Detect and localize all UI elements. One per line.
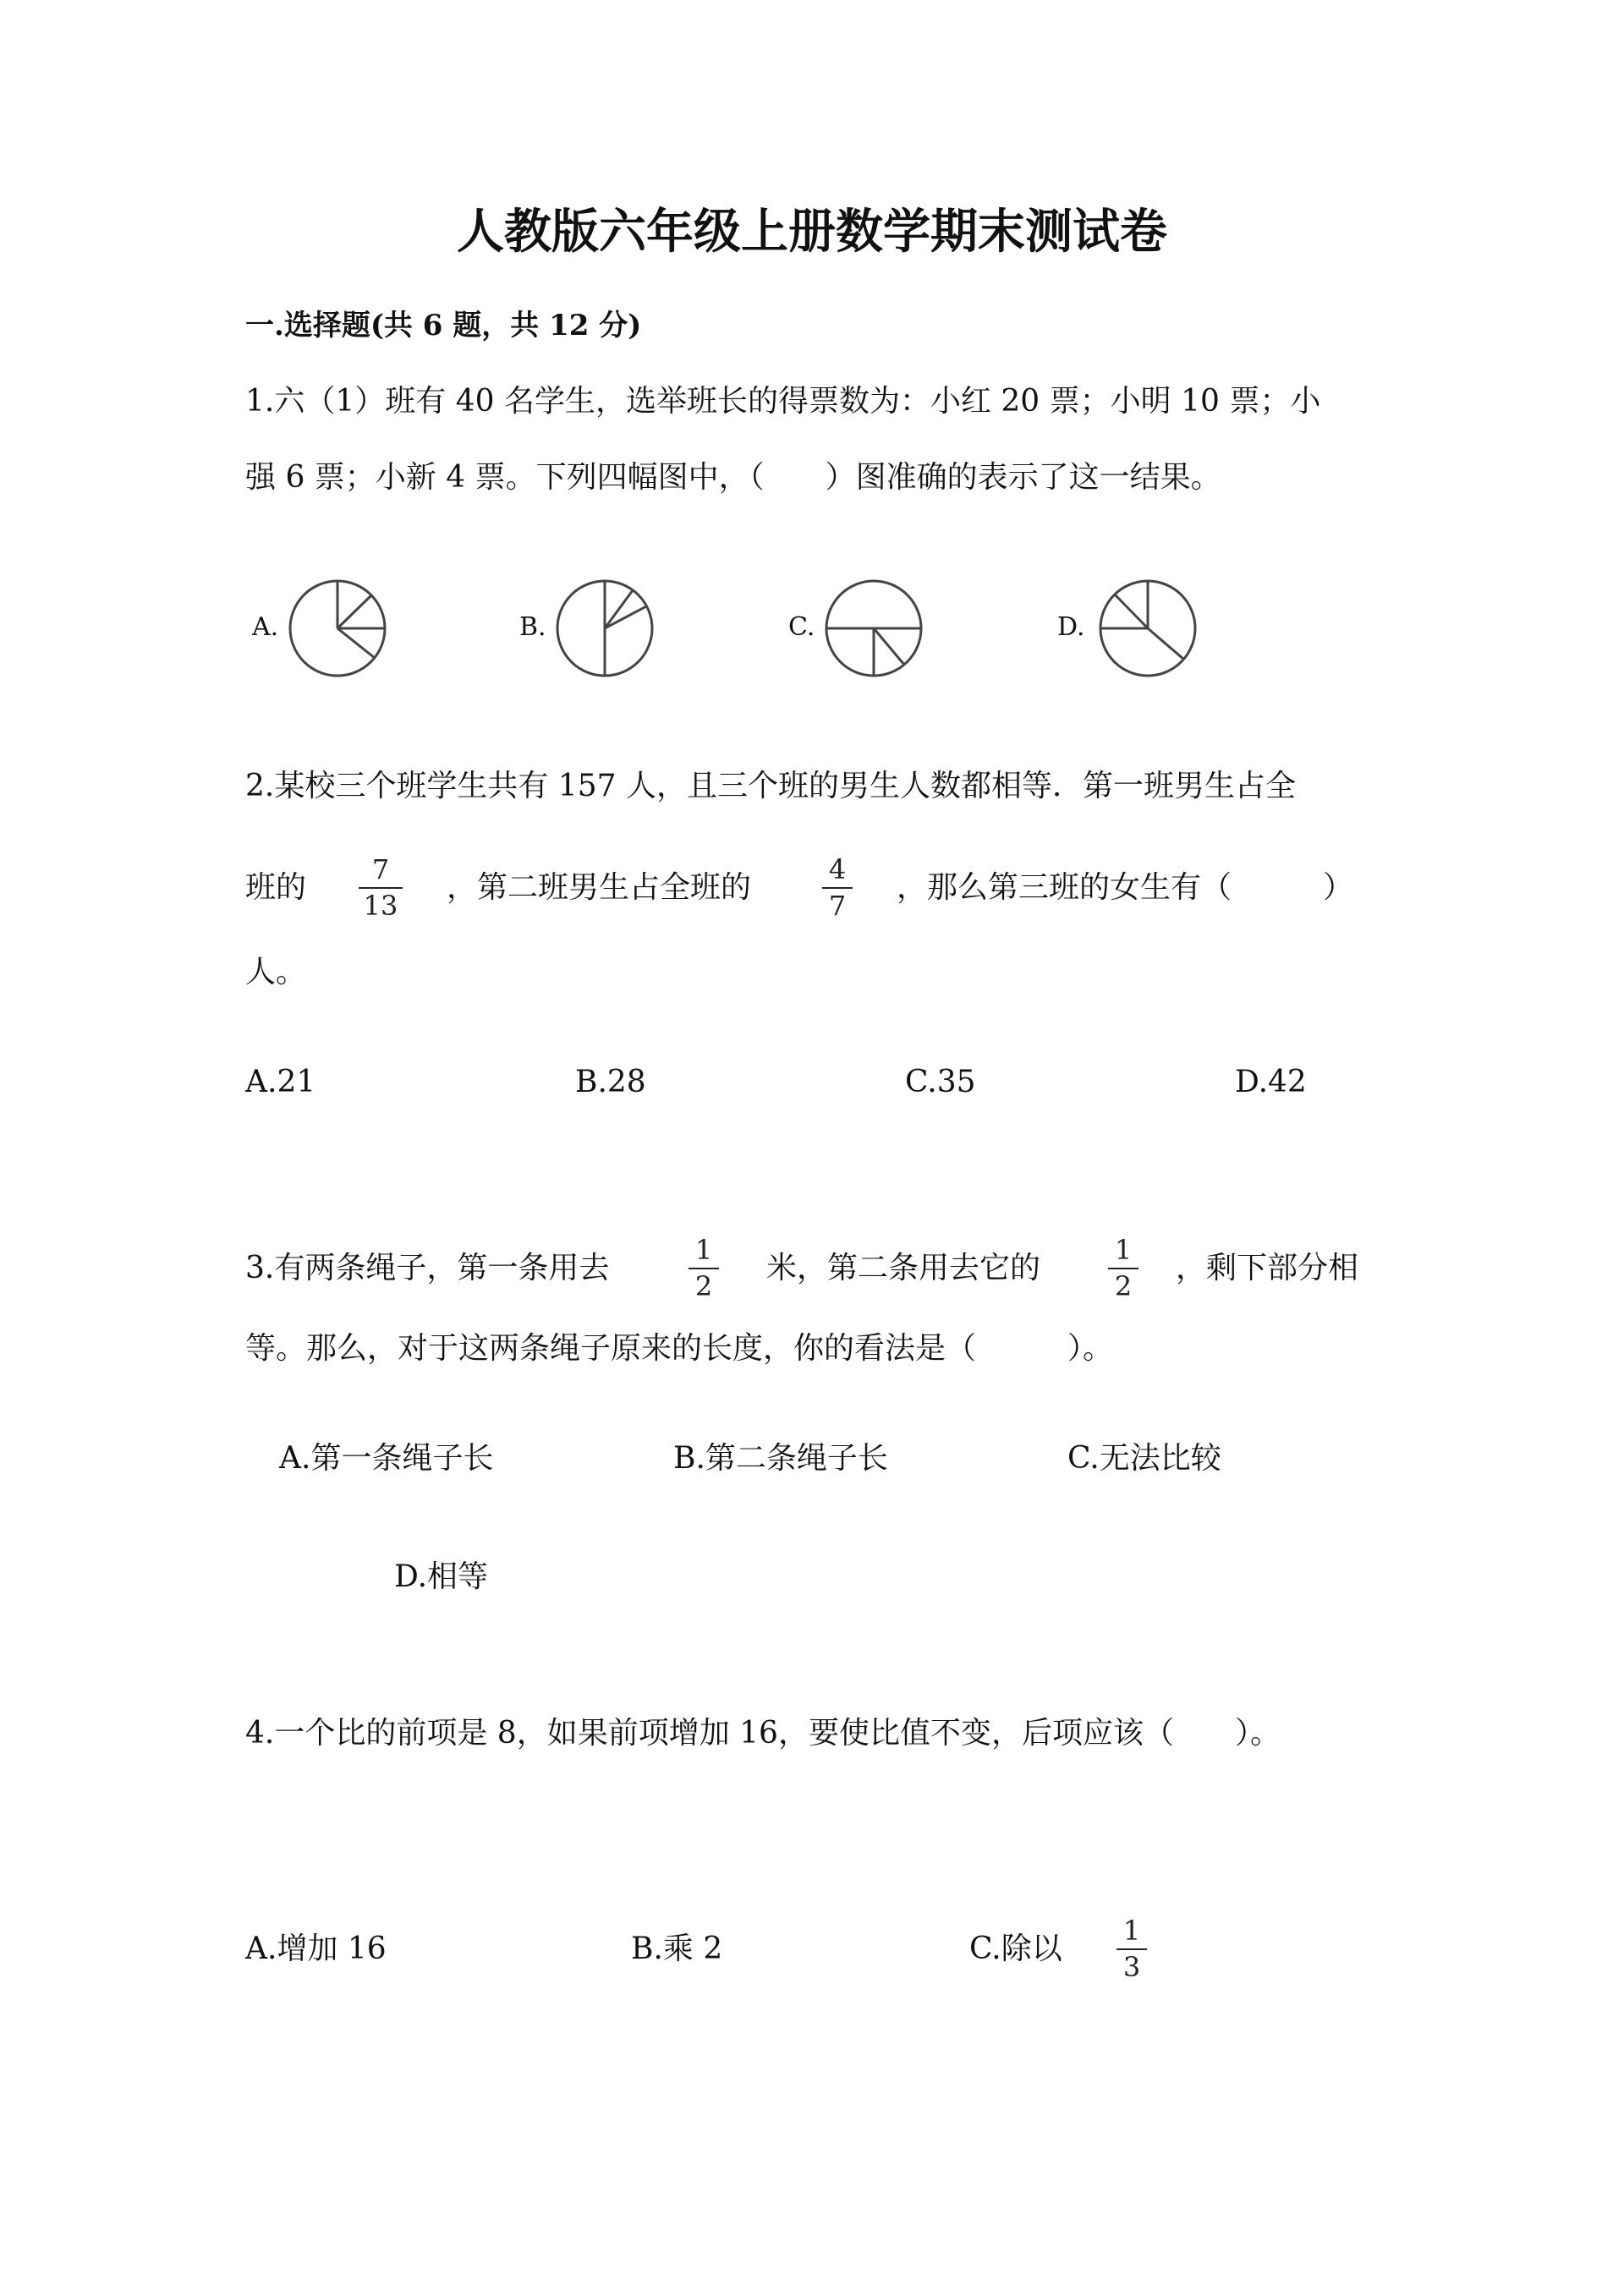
pie-chart-option-d-icon[interactable] (1096, 577, 1199, 680)
q3-fraction-1-denominator: 2 (694, 1270, 713, 1302)
q3-seg-3: ，剩下部分相 (1176, 1251, 1359, 1285)
q2-seg-2: ，第二班男生占全班的 (447, 870, 752, 905)
fraction-bar (359, 887, 403, 889)
q4-option-c-fraction-numerator: 1 (1122, 1915, 1141, 1947)
q2-seg-1: 班的 (245, 870, 307, 905)
q2-line-3: 人。 (245, 955, 307, 989)
q3-line-2: 等。那么，对于这两条绳子原来的长度，你的看法是（ ）。 (245, 1331, 1114, 1366)
q2-fraction-1-denominator: 13 (363, 890, 398, 922)
fraction-bar (1116, 1948, 1147, 1950)
q3-fraction-2-denominator: 2 (1114, 1270, 1133, 1302)
q4-option-a[interactable]: A.增加 16 (245, 1932, 387, 1966)
q3-option-b[interactable]: B.第二条绳子长 (673, 1441, 888, 1476)
q3-option-a[interactable]: A.第一条绳子长 (279, 1441, 494, 1476)
q2-fraction-2-numerator: 4 (828, 853, 847, 885)
q2-fraction-1-numerator: 7 (371, 853, 390, 885)
pie-chart-option-c-icon[interactable] (822, 577, 925, 680)
page-title: 人教版六年级上册数学期末测试卷 (457, 204, 1167, 260)
q1-line-1: 1.六（1）班有 40 名学生，选举班长的得票数为：小红 20 票；小明 10 票；小 (245, 384, 1321, 419)
q2-fraction-2-denominator: 7 (828, 890, 847, 922)
q3-fraction-2-numerator: 1 (1114, 1234, 1133, 1266)
q3-fraction-1-numerator: 1 (694, 1234, 713, 1266)
q1-option-c-label[interactable]: C. (788, 612, 815, 642)
q1-option-b-label[interactable]: B. (519, 612, 546, 642)
q4-option-b[interactable]: B.乘 2 (631, 1932, 723, 1966)
fraction-bar (1108, 1268, 1138, 1269)
q2-seg-3: ，那么第三班的女生有（ ） (897, 870, 1354, 905)
q1-option-a-label[interactable]: A. (252, 612, 279, 642)
pie-chart-option-b-icon[interactable] (553, 577, 656, 680)
q3-seg-1: 3.有两条绳子，第一条用去 (245, 1251, 610, 1285)
q2-option-d[interactable]: D.42 (1235, 1065, 1307, 1099)
q2-option-b[interactable]: B.28 (575, 1065, 646, 1099)
fraction-bar (822, 887, 853, 889)
q2-fraction-2 (822, 854, 853, 921)
q4-line-1: 4.一个比的前项是 8，如果前项增加 16，要使比值不变，后项应该（ ）。 (245, 1716, 1281, 1751)
q2-option-a[interactable]: A.21 (245, 1065, 316, 1099)
q3-option-c[interactable]: C.无法比较 (1067, 1441, 1221, 1476)
q4-option-c-fraction (1116, 1915, 1147, 1982)
q2-fraction-1 (359, 854, 403, 921)
pie-chart-option-a-icon[interactable] (286, 577, 389, 680)
q3-fraction-2 (1108, 1235, 1138, 1301)
q1-line-2: 强 6 票；小新 4 票。下列四幅图中，（ ）图准确的表示了这一结果。 (245, 460, 1221, 495)
q4-option-c-fraction-denominator: 3 (1122, 1951, 1141, 1983)
q3-seg-2: 米，第二条用去它的 (766, 1251, 1041, 1285)
section-heading: 一.选择题(共 6 题，共 12 分) (245, 309, 642, 342)
q1-option-d-label[interactable]: D. (1057, 612, 1085, 642)
q2-line-1: 2.某校三个班学生共有 157 人，且三个班的男生人数都相等．第一班男生占全 (245, 769, 1296, 803)
q4-option-c[interactable]: C.除以 (969, 1932, 1062, 1966)
q3-option-d[interactable]: D.相等 (394, 1559, 489, 1594)
q3-fraction-1 (689, 1235, 719, 1301)
q2-option-c[interactable]: C.35 (905, 1065, 976, 1099)
fraction-bar (689, 1268, 719, 1269)
